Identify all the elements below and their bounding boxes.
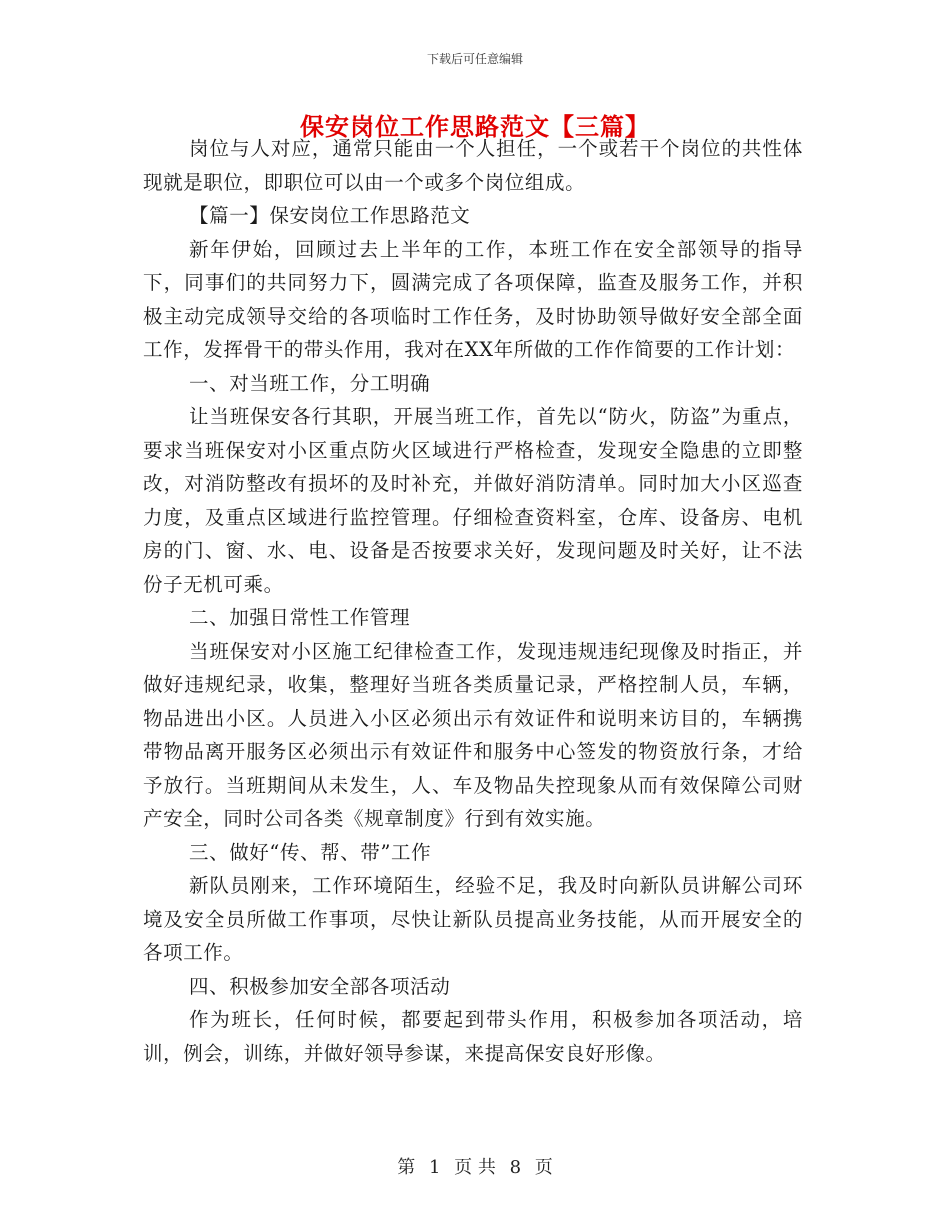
body-paragraph: 新年伊始，回顾过去上半年的工作，本班工作在安全部领导的指导下，同事们的共同努力下，圆满完成了各项保障，监查及服务工作，并积极主动完成领导交给的各项临时工作任务，及时协助领导做好安全部全面工作，发挥骨干的带头作用，我对在XX年所做的工作作简要的工作计划：: [143, 237, 803, 361]
body-paragraph: 让当班保安各行其职，开展当班工作，首先以“防火，防盗”为重点，要求当班保安对小区重点防火区域进行严格检查，发现安全隐患的立即整改，对消防整改有损坏的及时补充，并做好消防清单。同时加大小区巡查力度，及重点区域进行监控管理。仔细检查资料室，仓库、设备房、电机房的门、窗、水、电、设备是否按要求关好，发现问题及时关好，让不法份子无机可乘。: [143, 405, 803, 596]
subheading-2: 二、加强日常性工作管理: [189, 606, 411, 629]
page-footer: [0, 1153, 950, 1179]
section-heading-part-one: 【篇一】保安岗位工作思路范文: [189, 204, 471, 227]
subheading-3: 三、做好“传、帮、带”工作: [189, 840, 432, 864]
body-paragraph: 作为班长，任何时候，都要起到带头作用，积极参加各项活动，培训，例会，训练，并做好领导参谋，来提高保安良好形像。: [143, 1008, 803, 1065]
page-suffix: 页: [534, 1157, 553, 1178]
body-paragraph: 当班保安对小区施工纪律检查工作，发现违规违纪现像及时指正，并做好违规纪录，收集，整理好当班各类质量记录，严格控制人员，车辆，物品进出小区。人员进入小区必须出示有效证件和说明来访目的，车辆携带物品离开服务区必须出示有效证件和服务中心签发的物资放行条，才给予放行。当班期间从未发生，人、车及物品失控现象从而有效保障公司财产安全，同时公司各类《规章制度》行到有效实施。: [143, 639, 803, 830]
page-mid: 页 共: [454, 1157, 496, 1178]
page-prefix: 第: [397, 1157, 416, 1178]
subheading-1: 一、对当班工作，分工明确: [189, 371, 431, 395]
page-header-note: 下载后可任意编辑: [426, 52, 523, 66]
body-paragraph: 新队员刚来，工作环境陌生，经验不足，我及时向新队员讲解公司环境及安全员所做工作事项，尽快让新队员提高业务技能，从而开展安全的各项工作。: [143, 874, 803, 964]
page-total: 8: [509, 1157, 522, 1178]
document-body: [143, 132, 803, 1070]
subheading-4: 四、积极参加安全部各项活动: [189, 974, 451, 998]
page-number: 1: [428, 1157, 441, 1178]
intro-paragraph: 岗位与人对应，通常只能由一个人担任，一个或若干个岗位的共性体现就是职位，即职位可以由一个或多个岗位组成。: [143, 137, 803, 194]
document-title: 保安岗位工作思路范文【三篇】: [300, 112, 650, 141]
